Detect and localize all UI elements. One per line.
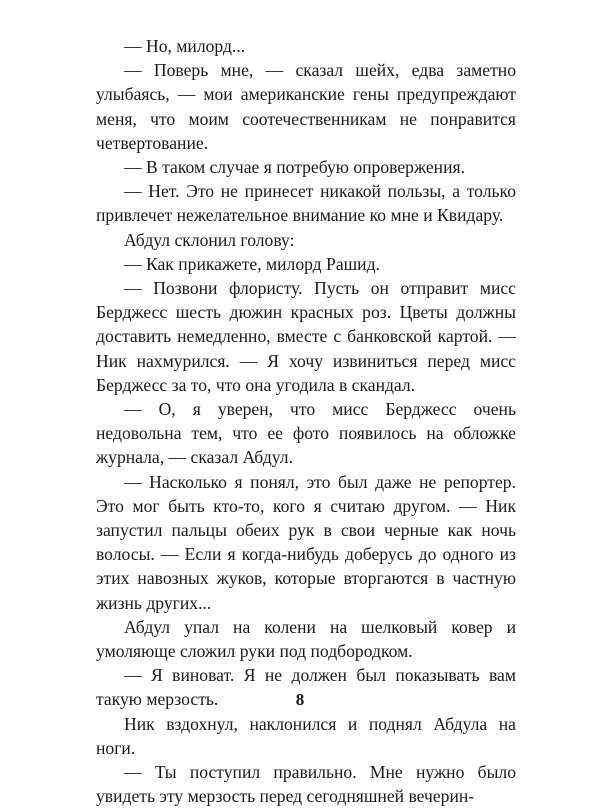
paragraph: — Нет. Это не принесет никакой пользы, а только привлечет нежелательное внимание ко мне и Квидару. — [96, 181, 516, 226]
paragraph: — Позвони флористу. Пусть он отправит мисс Берджесс шесть дюжин красных роз. Цветы должны доставить немедленно, вместе с банковской картой. — Ник нахмурился. — Я хочу извиниться перед мисс Берджесс за то, что она угодила в скандал. — [96, 278, 516, 395]
paragraph: — Как прикажете, милорд Рашид. — [124, 253, 380, 274]
paragraph: — Я виноват. Я не должен был показывать вам такую мерзость. — [96, 665, 516, 710]
paragraph: Абдул упал на колени на шелковый ковер и умоляюще сложил руки под подбородком. — [96, 616, 516, 662]
paragraph: Ник вздохнул, наклонился и поднял Абдула на ноги. — [96, 713, 516, 758]
page-number: 8 — [295, 690, 305, 709]
paragraph: — Поверь мне, — сказал шейх, едва заметно улыбаясь, — мои американские гены предупреждают меня, что моим соотечественникам не понравится четвертование. — [96, 60, 516, 153]
paragraph: — В таком случае я потребую опровержения. — [124, 157, 466, 178]
paragraph: Абдул склонил голову: — [124, 229, 295, 250]
paragraph: — Но, милорд... — [124, 36, 246, 56]
paragraph: — О, я уверен, что мисс Берджесс очень недовольна тем, что ее фото появилось на обложке журнала, — сказал Абдул. — [96, 399, 516, 468]
paragraph: — Ты поступил правильно. Мне нужно было увидеть эту мерзость перед сегодняшней вечерин- — [96, 762, 516, 807]
paragraph: — Насколько я понял, это был даже не репортер. Это мог быть кто-то, кого я считаю другом. — Ник запустил пальцы обеих рук в свои черные как ночь волосы. — Если я когда-нибудь доберусь до одного из этих навозных жуков, которые вторгаются в частную жизнь других... — [96, 471, 516, 613]
